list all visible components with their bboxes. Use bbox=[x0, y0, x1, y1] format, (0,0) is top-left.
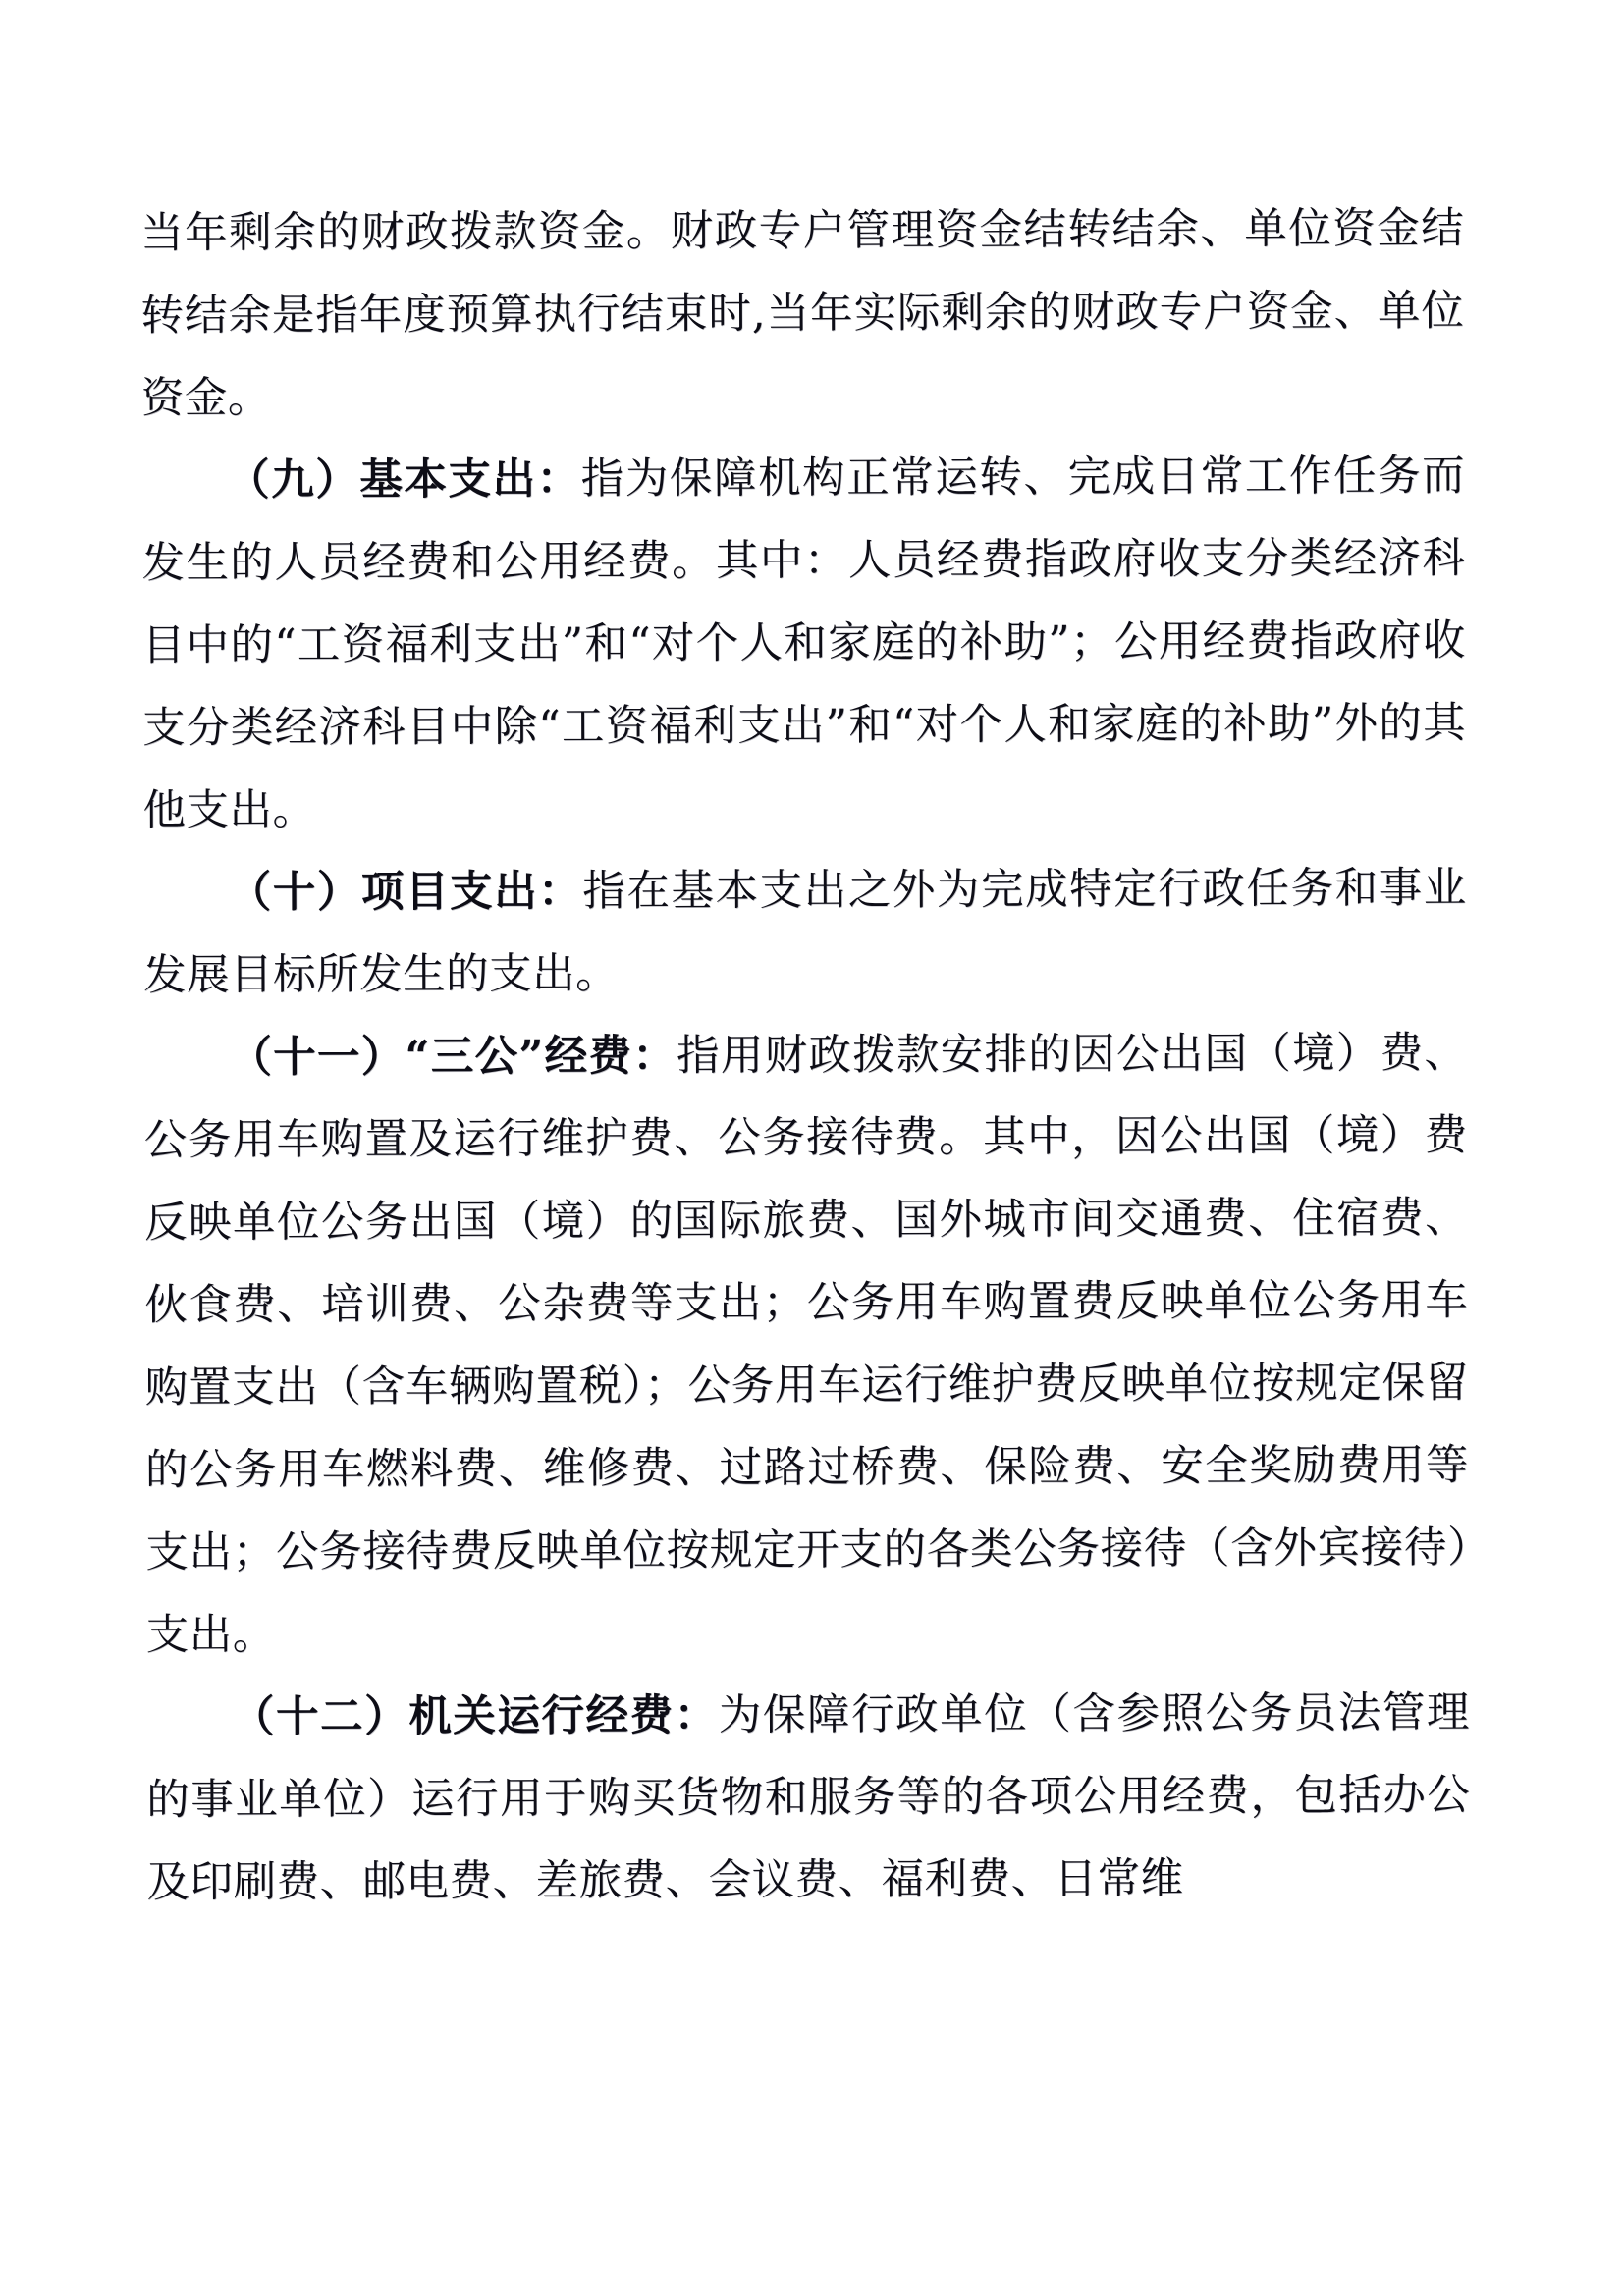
paragraph-body: 为保障行政单位（含参照公务员法管理的事业单位）运行用于购买货物和服务等的各项公用经费，包括办公及印刷费、邮电费、差旅费、会议费、福利费、日常维 bbox=[146, 1687, 1471, 1907]
paragraph-lead: （十二）机关运行经费： bbox=[231, 1689, 719, 1742]
paragraph-body: 指用财政拨款安排的因公出国（境）费、公务用车购置及运行维护费、公务接待费。其中，因公出国（境）费反映单位公务出国（境）的国际旅费、国外城市间交通费、住宿费、伙食费、培训费、公杂费等支出；公务用车购置费反映单位公务用车购置支出（含车辆购置税）；公务用车运行维护费反映单位按规定保留的公务用车燃料费、维修费、过路过桥费、保险费、安全奖励费用等支出；公务接待费反映单位按规定开支的各类公务接待（含外宾接待）支出。 bbox=[143, 1028, 1470, 1660]
paragraph-three-public-funds bbox=[143, 1012, 1470, 1677]
paragraph-body: 指在基本支出之外为完成特定行政任务和事业发展目标所发生的支出。 bbox=[142, 863, 1467, 1000]
paragraph-project-expenditure bbox=[143, 847, 1468, 1017]
paragraph-agency-operating-expenses bbox=[146, 1672, 1471, 1924]
text-column bbox=[140, 187, 1471, 1924]
paragraph-lead: （十）项目支出： bbox=[228, 866, 583, 918]
paragraph-body: 指为保障机构正常运转、完成日常工作任务而发生的人员经费和公用经费。其中：人员经费指政府收支分类经济科目中的“工资福利支出”和“对个人和家庭的补助”；公用经费指政府收支分类经济科目中除“工资福利支出”和“对个人和家庭的补助”外的其他支出。 bbox=[141, 451, 1467, 835]
paragraph-lead: （九）基本支出： bbox=[227, 454, 581, 506]
paragraph-continuation bbox=[140, 187, 1465, 440]
paragraph-lead: （十一）“三公”经费： bbox=[229, 1030, 677, 1083]
paragraph-body: 当年剩余的财政拨款资金。财政专户管理资金结转结余、单位资金结转结余是指年度预算执行结束时,当年实际剩余的财政专户资金、单位资金。 bbox=[140, 203, 1465, 423]
paragraph-basic-expenditure bbox=[141, 435, 1467, 852]
